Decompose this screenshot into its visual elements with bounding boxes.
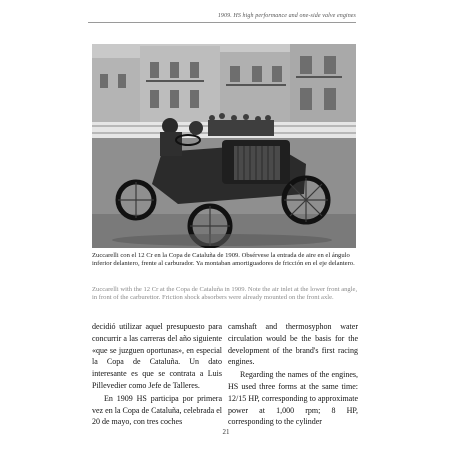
body-paragraph: Regarding the names of the engines, HS used three forms at the same time: 12/15 HP, corresponding to approximate power at 1,000 rpm; 8 HP, corresponding to the cylinder [228,370,358,427]
body-paragraph: En 1909 HS participa por primera vez en la Copa de Cataluña, celebrada el 20 de mayo, con tres coches [92,393,222,427]
body-paragraph: camshaft and thermosyphon water circulation would be the basis for the development of the brand's first racing engines. [228,322,358,367]
body-paragraph: decidió utilizar aquel presupuesto para concurrir a las carreras del año siguiente «que se juzguen oportunas», en especial la Copa de Cataluña. Un dato interesante es que se contrata a Luis Pillevedier como Jefe de Talleres. [92,322,222,390]
caption-english: Zuccarelli with the 12 Cr at the Copa de Cataluña in 1909. Note the air inlet at the lower front angle, in front of the carburettor. Friction shock absorbers were already mounted on the front axle. [92,286,358,302]
running-title: 1909. HS high performance and one-side valve engines [217,13,356,19]
body-column-right [228,321,358,428]
running-header [88,13,356,23]
historic-race-photo [92,44,356,248]
body-column-left [92,321,222,428]
race-car-illustration [92,44,356,248]
caption-spanish: Zuccarelli con el 12 Cr en la Copa de Cataluña de 1909. Obsérvese la entrada de aire en el ángulo inferior delantero, frente al carburador. Ya montaban amortiguadores de fricción en el eje delantero. [92,252,355,268]
page-number: 21 [222,428,230,436]
